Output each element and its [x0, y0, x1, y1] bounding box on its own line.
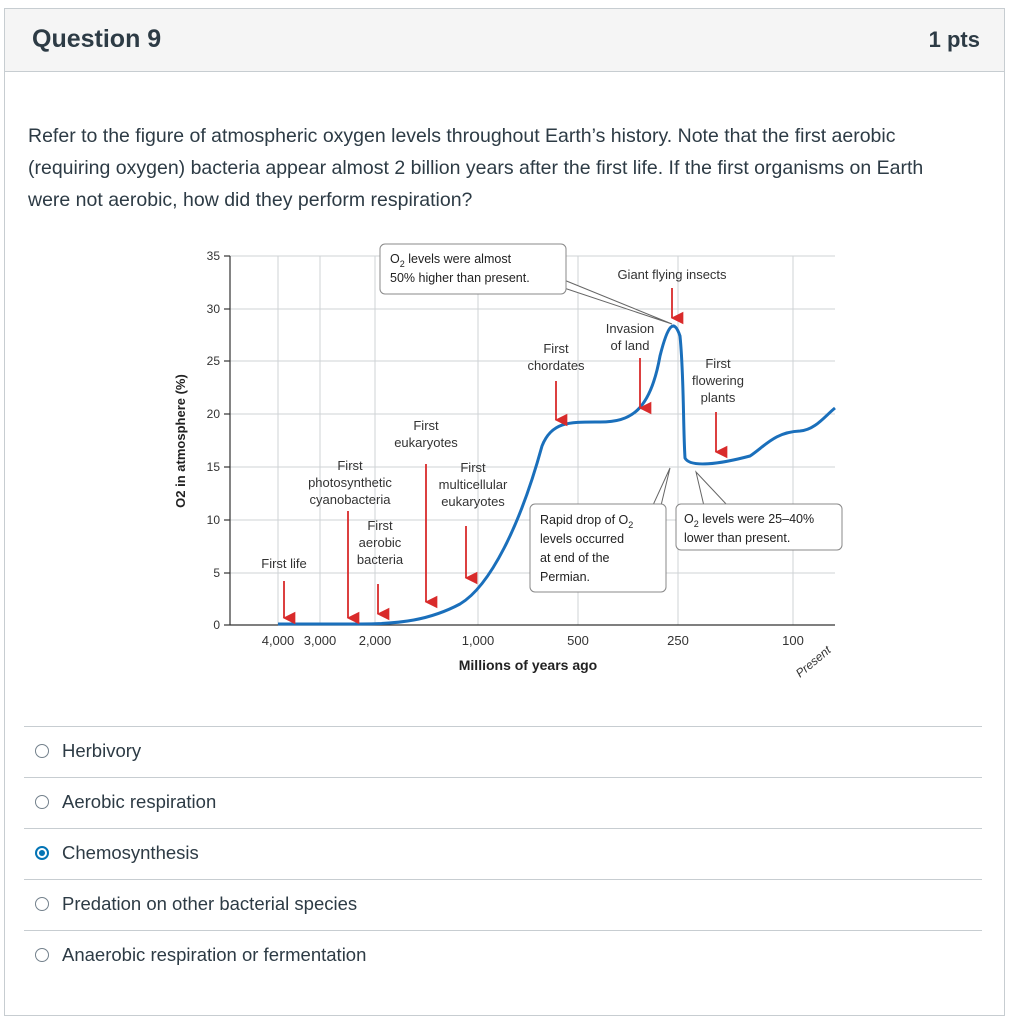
- callout-high-text: 2: [399, 259, 405, 269]
- callout-drop: [530, 468, 670, 592]
- multicellular-label: eukaryotes: [441, 494, 505, 509]
- flowering-label: flowering: [691, 373, 745, 388]
- answer-option[interactable]: [24, 828, 982, 879]
- callout-low-text: 2: [693, 519, 699, 529]
- callout-low-text: O: [684, 512, 694, 526]
- y-axis-label: O2 in atmosphere (%): [173, 374, 188, 508]
- answer-label: Chemosynthesis: [62, 842, 199, 863]
- x-tick-label: 1,000: [461, 633, 495, 648]
- cyanobacteria-label: cyanobacteria: [309, 492, 391, 507]
- callout-drop-text: at end of the: [540, 551, 610, 565]
- first-life-label: First life: [261, 556, 307, 571]
- answer-option[interactable]: [24, 879, 982, 930]
- callout-low-text: lower than present.: [684, 531, 791, 545]
- x-tick-label: 500: [567, 633, 589, 648]
- radio-button[interactable]: [35, 795, 49, 809]
- answer-option[interactable]: [24, 726, 982, 777]
- flowering-label: plants: [700, 390, 736, 405]
- callout-drop-text: Permian.: [540, 570, 591, 584]
- chordates-label: chordates: [527, 358, 585, 373]
- oxygen-levels-figure: [160, 236, 850, 686]
- y-tick-label: 10: [206, 513, 220, 527]
- y-tick-label: 35: [206, 249, 220, 263]
- question-text: Refer to the figure of atmospheric oxygen levels throughout Earth’s history. Note that the first aerobic (requiring oxygen) bacteria appear almost 2 billion years after the first life. If the first organisms on Earth were not aerobic, how did they perform respiration?: [28, 125, 924, 211]
- callout-drop-text: levels occurred: [540, 532, 625, 546]
- x-axis-label: Millions of years ago: [458, 657, 598, 673]
- callout-low-text: levels were 25–40%: [698, 512, 815, 526]
- answer-option[interactable]: [24, 930, 982, 981]
- cyanobacteria-label: First: [337, 458, 363, 473]
- x-tick-label: 250: [667, 633, 689, 648]
- x-tick-label: 4,000: [261, 633, 295, 648]
- cyanobacteria-label: photosynthetic: [308, 475, 392, 490]
- answer-label: Aerobic respiration: [62, 791, 217, 812]
- answer-label: Predation on other bacterial species: [62, 893, 358, 914]
- land-label: of land: [610, 338, 650, 353]
- question-points: 1 pts: [928, 27, 980, 52]
- x-tick-label: 3,000: [303, 633, 337, 648]
- eukaryotes-label: First: [413, 418, 439, 433]
- answer-label: Herbivory: [62, 740, 142, 761]
- radio-button[interactable]: [35, 948, 49, 962]
- callout-high-text: O: [390, 252, 400, 266]
- aerobic-bacteria-label: aerobic: [358, 535, 402, 550]
- answer-list: [24, 726, 982, 981]
- question-title: Question 9: [32, 25, 162, 53]
- y-tick-label: 15: [206, 460, 220, 474]
- y-tick-label: 30: [206, 302, 220, 316]
- present-label: Present: [792, 642, 834, 681]
- callout-high-text: levels were almost: [404, 252, 512, 266]
- aerobic-bacteria-label: First: [367, 518, 393, 533]
- land-label: Invasion: [605, 321, 655, 336]
- y-tick-label: 0: [213, 618, 220, 632]
- multicellular-label: multicellular: [438, 477, 508, 492]
- insects-label: Giant flying insects: [617, 267, 727, 282]
- x-tick-label: 2,000: [358, 633, 392, 648]
- y-tick-label: 5: [213, 566, 220, 580]
- answer-label: Anaerobic respiration or fermentation: [62, 944, 367, 965]
- x-tick-label: 100: [782, 633, 804, 648]
- radio-button-selected[interactable]: [35, 846, 49, 860]
- answer-option[interactable]: [24, 777, 982, 828]
- question-header: [5, 9, 1004, 72]
- y-tick-label: 25: [206, 354, 220, 368]
- callout-low: [676, 472, 842, 550]
- aerobic-bacteria-label: bacteria: [356, 552, 404, 567]
- radio-button[interactable]: [35, 744, 49, 758]
- flowering-label: First: [705, 356, 731, 371]
- radio-button[interactable]: [35, 897, 49, 911]
- multicellular-label: First: [460, 460, 486, 475]
- y-tick-label: 20: [206, 407, 220, 421]
- eukaryotes-label: eukaryotes: [394, 435, 458, 450]
- callout-drop-text: Rapid drop of O: [540, 513, 629, 527]
- callout-drop-text: 2: [628, 520, 634, 530]
- callout-high-text: 50% higher than present.: [390, 271, 530, 285]
- chordates-label: First: [543, 341, 569, 356]
